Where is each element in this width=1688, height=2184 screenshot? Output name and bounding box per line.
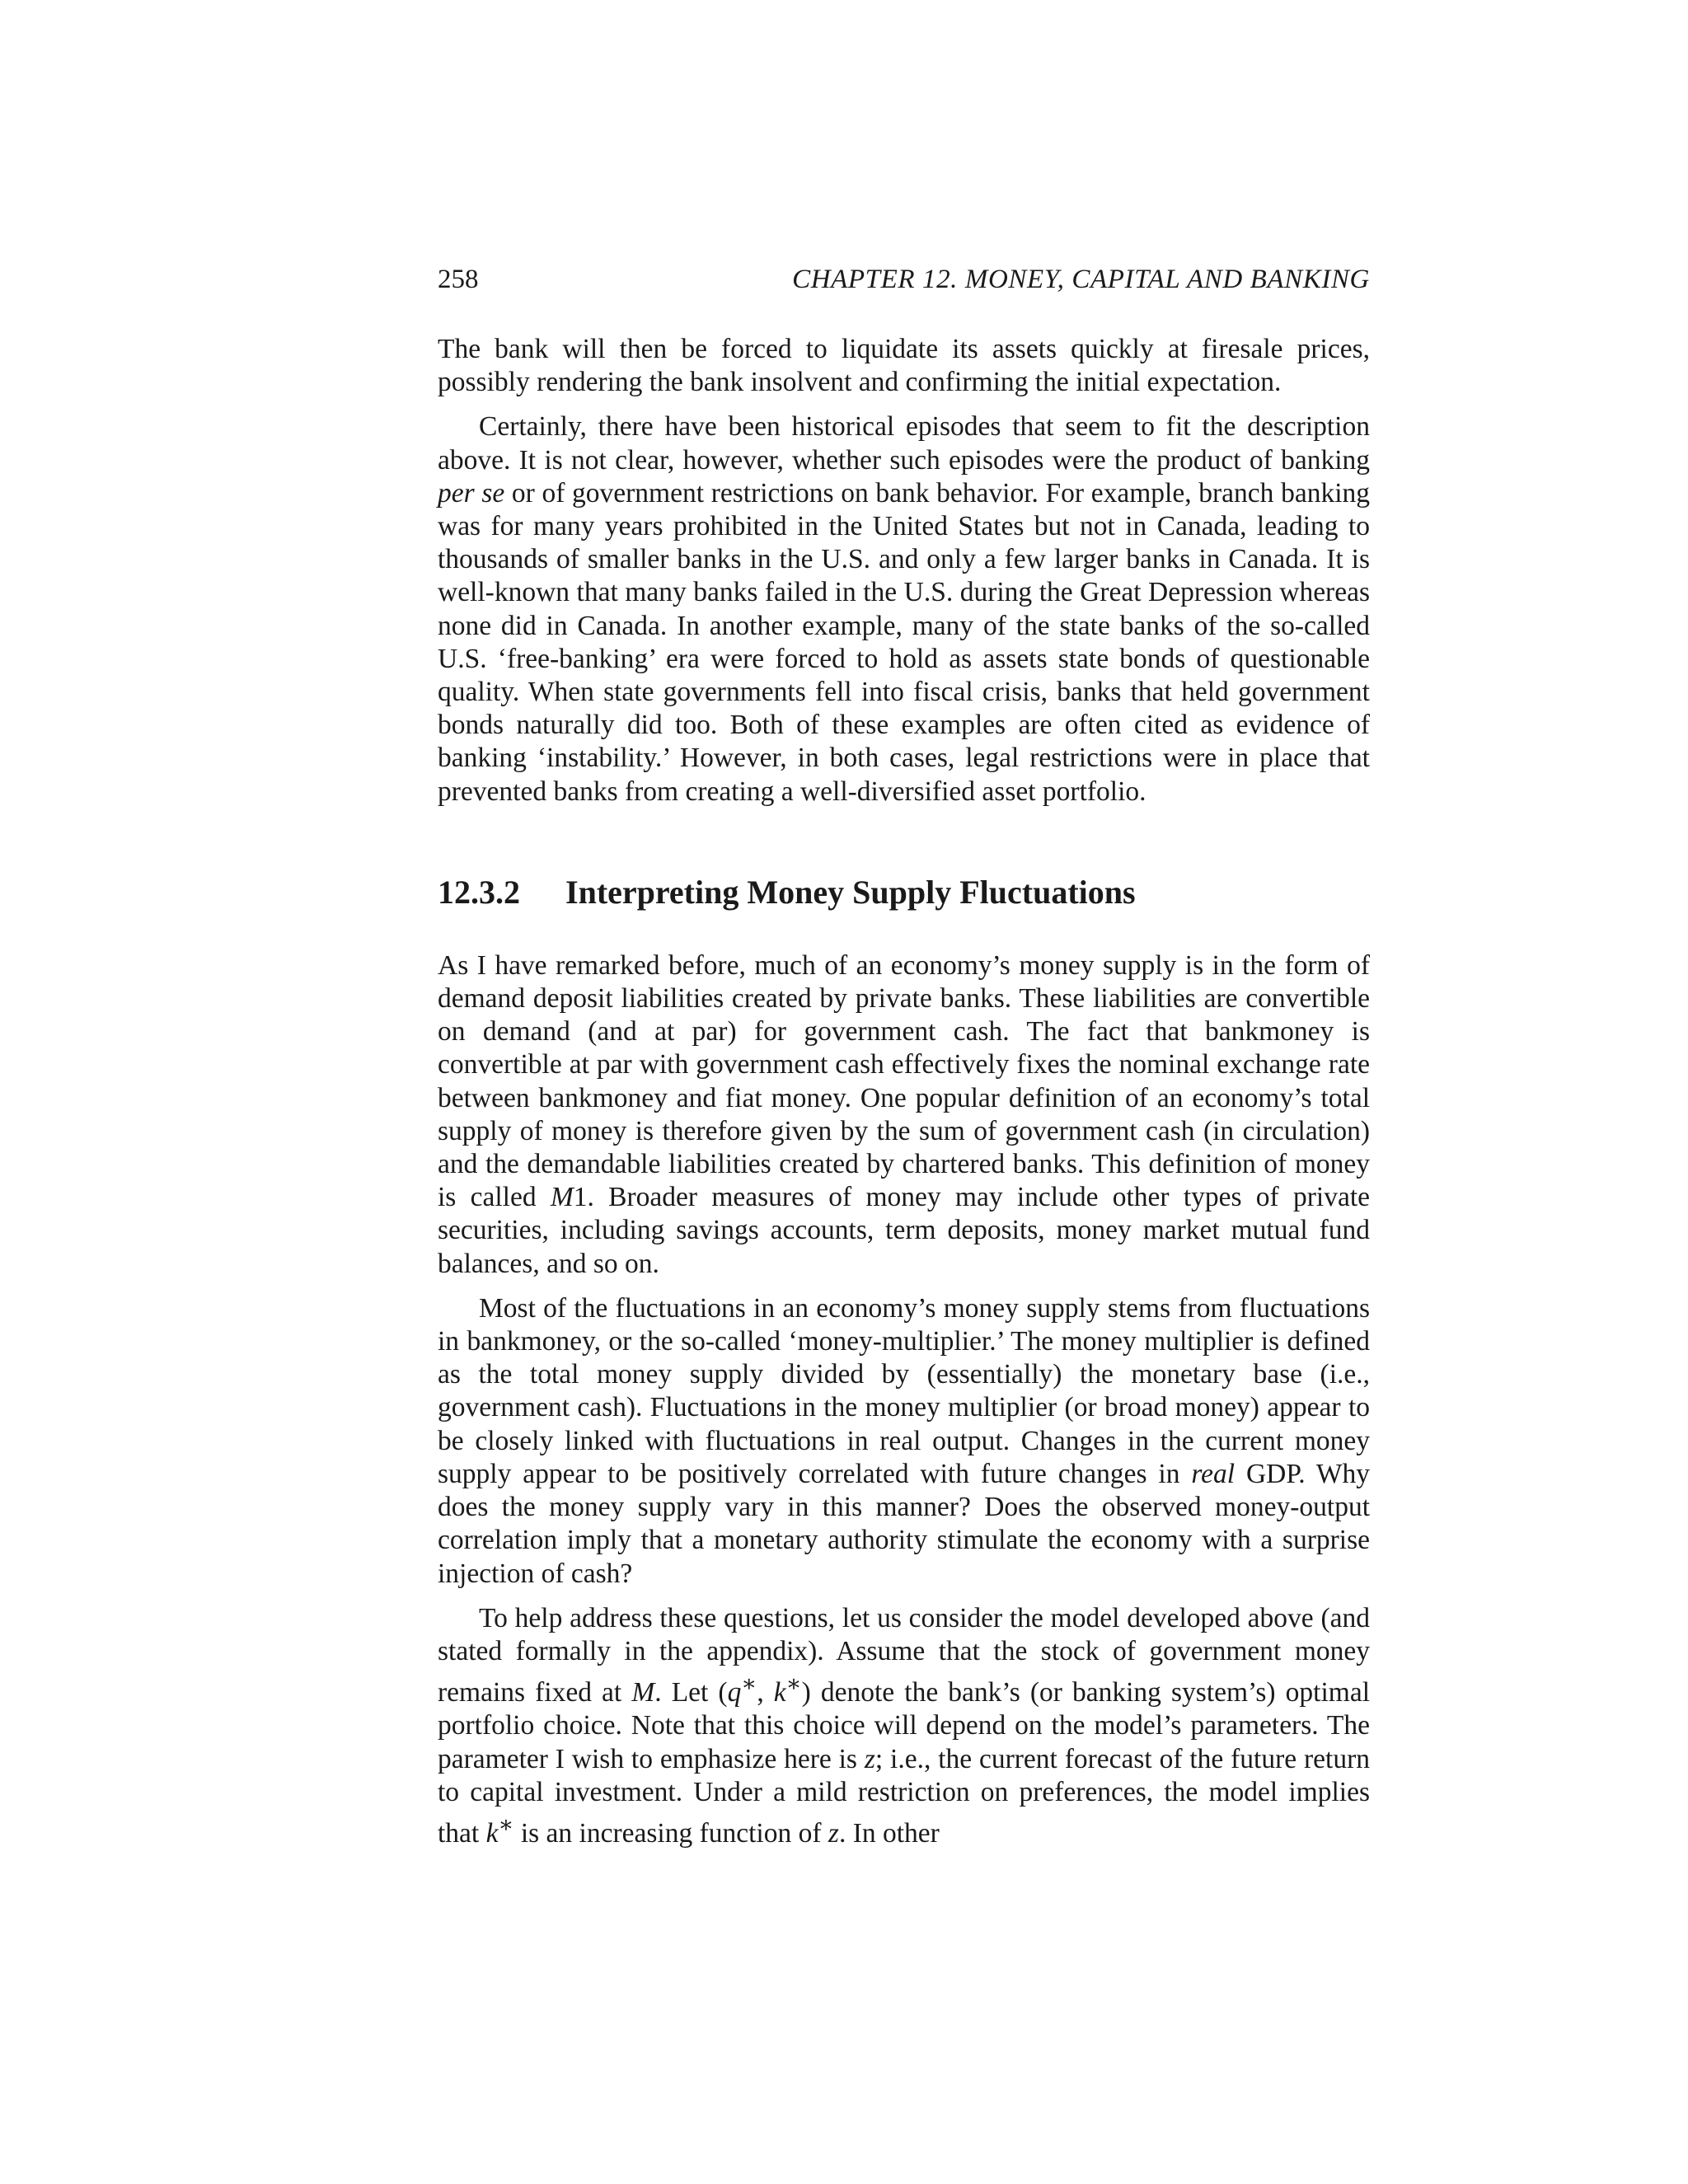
- paragraph-text: Most of the fluctuations in an economy’s money supply stems from fluctuations in bankmoney, or the so-called ‘money-multiplier.’ The money multiplier is defined as the total money supply divided by (essentially) the monetary base (i.e., government cash). Fluctuations in the money multiplier (or broad money) appear to be closely linked with fluctuations in real output. Changes in the current money supply appear to be positively correlated with future changes in: [438, 1292, 1370, 1489]
- section-title: Interpreting Money Supply Fluctuations: [565, 873, 1136, 911]
- emphasis-per-se: per se: [438, 477, 505, 509]
- paragraph-model: [438, 1602, 1370, 1851]
- body-text: [438, 333, 1370, 1850]
- math-star: ∗: [498, 1812, 514, 1839]
- math-star: ∗: [785, 1671, 802, 1698]
- math-k: k: [485, 1818, 499, 1849]
- paragraph-text: GDP. Why does the money supply vary in this manner? Does the observed money-output correlation imply that a monetary authority stimulate the economy with a surprise injection of cash?: [438, 1458, 1370, 1589]
- paragraph-text: The bank will then be forced to liquidate its assets quickly at firesale prices, possibly rendering the bank insolvent and confirming the initial expectation.: [438, 334, 1370, 398]
- running-head: [438, 262, 1370, 297]
- paragraph-continuation: [438, 333, 1370, 399]
- paragraph-text: ) denote the bank’s (or banking system’s) optimal portfolio choice. Note that this choice will depend on the model’s parameters. The parameter I wish to emphasize here is: [438, 1677, 1370, 1774]
- paragraph-text: To help address these questions, let us consider the model developed above (and stated formally in the appendix). Assume that the stock of government money remains fixed at: [438, 1602, 1370, 1708]
- paragraph-money-supply: [438, 949, 1370, 1281]
- page-number: 258: [438, 265, 479, 294]
- math-comma: ,: [757, 1677, 774, 1708]
- paragraph-text: is an increasing function of: [513, 1818, 828, 1849]
- paragraph-text: or of government restrictions on bank behavior. For example, branch banking was for many years prohibited in the United States but not in Canada, leading to thousands of smaller banks in the U.S. and only a few larger banks in Canada. It is well-known that many banks failed in the U.S. during the Great Depression whereas none did in Canada. In another example, many of the state banks of the so-called U.S. ‘free-banking’ era were forced to hold as assets state bonds of questionable quality. When state governments fell into fiscal crisis, banks that held government bonds naturally did too. Both of these examples are often cited as evidence of banking ‘instability.’ However, in both cases, legal restrictions were in place that prevented banks from creating a well-diversified asset portfolio.: [438, 477, 1370, 807]
- paragraph-historical-episodes: [438, 410, 1370, 808]
- section-number: 12.3.2: [438, 873, 520, 911]
- math-m1-symbol: M: [550, 1182, 574, 1213]
- emphasis-real: real: [1191, 1458, 1236, 1489]
- paragraph-text: . Let (: [654, 1677, 728, 1708]
- math-star: ∗: [741, 1671, 757, 1698]
- section-heading: [438, 873, 1370, 912]
- paragraph-text: . Broader measures of money may include other types of private securities, including savings accounts, term deposits, money market mutual fund balances, and so on.: [438, 1182, 1370, 1279]
- book-page: [438, 262, 1370, 1850]
- math-z: z: [828, 1818, 839, 1849]
- paragraph-money-multiplier: [438, 1292, 1370, 1591]
- math-m1-suffix: 1: [573, 1182, 588, 1213]
- math-q: q: [727, 1677, 742, 1708]
- paragraph-text: . In other: [838, 1818, 940, 1849]
- math-k: k: [773, 1677, 786, 1708]
- paragraph-text: ; i.e., the current forecast of the future return to capital investment. Under a mild restriction on preferences, the model implies that: [438, 1743, 1370, 1849]
- chapter-title: CHAPTER 12. MONEY, CAPITAL AND BANKING: [792, 265, 1370, 294]
- math-z: z: [864, 1743, 875, 1774]
- math-M: M: [631, 1677, 655, 1708]
- paragraph-text: Certainly, there have been historical episodes that seem to fit the description above. It is not clear, however, whether such episodes were the product of banking: [438, 411, 1370, 476]
- paragraph-text: As I have remarked before, much of an economy’s money supply is in the form of demand deposit liabilities created by private banks. These liabilities are convertible on demand (and at par) for government cash. The fact that bankmoney is convertible at par with government cash effectively fixes the nominal exchange rate between bankmoney and fiat money. One popular definition of an economy’s total supply of money is therefore given by the sum of government cash (in circulation) and the demandable liabilities created by chartered banks. This definition of money is called: [438, 949, 1370, 1213]
